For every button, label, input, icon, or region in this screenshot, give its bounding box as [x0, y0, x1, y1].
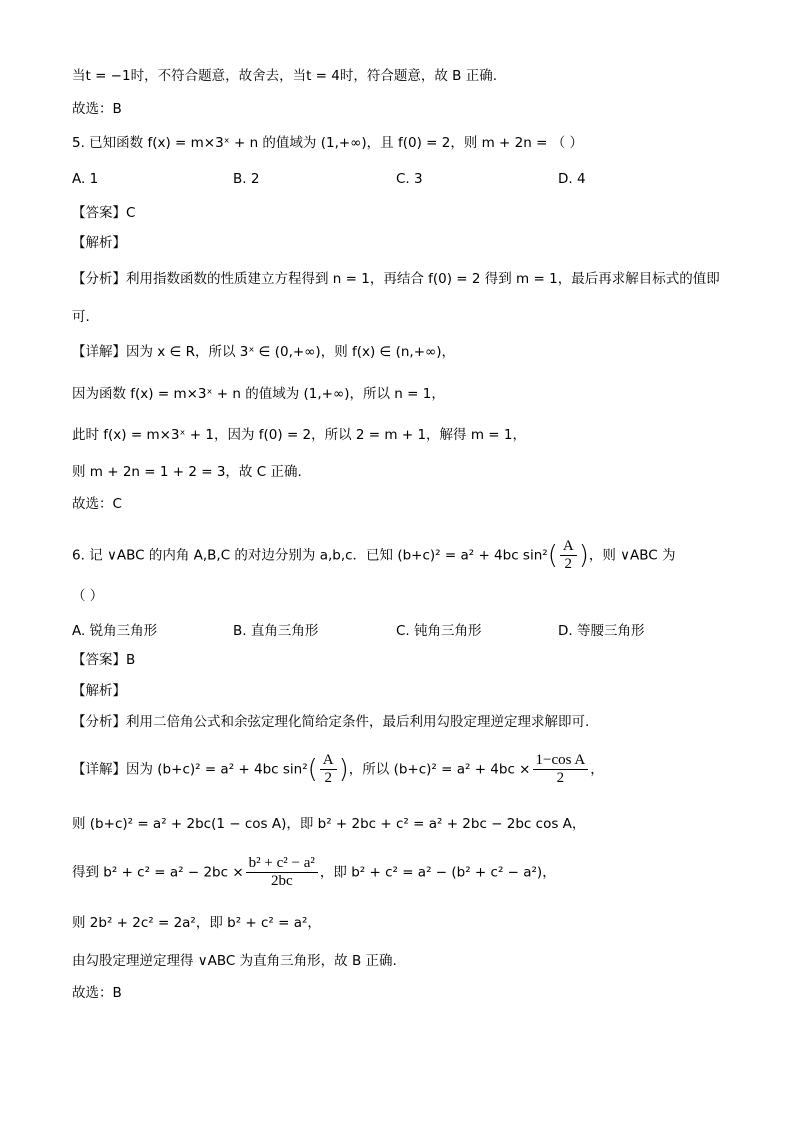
fraction-numerator: 1−cos A — [533, 752, 589, 770]
q6-stem-part: ，则 ∨ABC 为 — [588, 547, 676, 564]
question-5-stem: 5. 已知函数 f(x) = m×3ˣ + n 的值域为 (1,+∞)，且 f(0) = 2，则 m + 2n = （ ） — [72, 135, 583, 151]
q6-analysis: 【分析】利用二倍角公式和余弦定理化简给定条件，最后利用勾股定理逆定理求解即可. — [72, 714, 590, 730]
q5-option-a: A. 1 — [72, 171, 99, 187]
q6-detail-part: ，即 b² + c² = a² − (b² + c² − a²)， — [319, 864, 556, 881]
q6-option-b: B. 直角三角形 — [233, 623, 319, 639]
q5-option-b: B. 2 — [233, 171, 260, 187]
q5-detail-line: 此时 f(x) = m×3ˣ + 1，因为 f(0) = 2，所以 2 = m + 1，解得 m = 1， — [72, 427, 526, 443]
fraction — [320, 752, 337, 787]
fraction — [246, 855, 318, 890]
q6-detail-line: 则 (b+c)² = a² + 2bc(1 − cos A)，即 b² + 2bc + c² = a² + 2bc − 2bc cos A， — [72, 816, 586, 832]
fraction-numerator: b² + c² − a² — [246, 855, 318, 873]
q6-option-d: D. 等腰三角形 — [558, 623, 645, 639]
q6-detail-part: 【详解】因为 (b+c)² = a² + 4bc sin² — [72, 761, 308, 778]
q5-select: 故选：C — [72, 496, 122, 512]
q6-option-a: A. 锐角三角形 — [72, 623, 158, 639]
q5-option-d: D. 4 — [558, 171, 586, 187]
fraction-numerator: A — [560, 538, 577, 556]
q5-detail-line: 【详解】因为 x ∈ R，所以 3ˣ ∈ (0,+∞)，则 f(x) ∈ (n,+∞)， — [72, 344, 456, 360]
question-6-blank: （ ） — [72, 588, 104, 604]
q6-detail-part: ，所以 (b+c)² = a² + 4bc × — [348, 761, 531, 778]
text-line: 故选：B — [72, 101, 122, 117]
q6-answer: 【答案】B — [72, 652, 136, 668]
q6-detail-part: ， — [590, 761, 604, 778]
q5-jiexi-heading: 【解析】 — [72, 235, 126, 251]
q6-detail-part: 得到 b² + c² = a² − 2bc × — [72, 864, 244, 881]
q6-detail-line — [72, 855, 556, 890]
q6-detail-line: 由勾股定理逆定理得 ∨ABC 为直角三角形，故 B 正确. — [72, 953, 397, 969]
q6-jiexi-heading: 【解析】 — [72, 683, 126, 699]
q6-option-c: C. 钝角三角形 — [396, 623, 482, 639]
fraction-denominator: 2bc — [270, 873, 293, 889]
q5-analysis-cont: 可. — [72, 309, 90, 325]
q5-option-c: C. 3 — [396, 171, 423, 187]
q5-detail-line: 则 m + 2n = 1 + 2 = 3，故 C 正确. — [72, 464, 302, 480]
fraction-denominator: 2 — [324, 770, 332, 786]
q6-stem-part: 6. 记 ∨ABC 的内角 A,B,C 的对边分别为 a,b,c．已知 (b+c)² = a² + 4bc sin² — [72, 547, 548, 564]
q5-analysis: 【分析】利用指数函数的性质建立方程得到 n = 1，再结合 f(0) = 2 得到 m = 1，最后再求解目标式的值即 — [72, 271, 720, 287]
fraction-numerator: A — [320, 752, 337, 770]
q5-answer: 【答案】C — [72, 205, 136, 221]
question-6-stem: 6. 记 ∨ABC 的内角 A,B,C 的对边分别为 a,b,c．已知 (b+c)² = a² + 4bc sin²( $\frac{A}{2}$ )，则 ∨ABC 为 — [72, 538, 676, 572]
fraction — [533, 752, 589, 787]
fraction — [560, 538, 577, 573]
q6-detail-line: 则 2b² + 2c² = 2a²，即 b² + c² = a²， — [72, 915, 321, 931]
q6-detail-line: 【详解】因为 (b+c)² = a² + 4bc sin²( $\frac{A}{2}$ )，所以 (b+c)² = a² + 4bc × $\frac{\text{1−cos A}}{2}$ ， — [72, 752, 604, 786]
q6-select: 故选：B — [72, 985, 122, 1001]
text-line: 当t = −1时，不符合题意，故舍去，当t = 4时，符合题意，故 B 正确. — [72, 68, 497, 84]
fraction-denominator: 2 — [564, 556, 573, 572]
fraction-denominator: 2 — [556, 770, 565, 786]
q5-detail-line: 因为函数 f(x) = m×3ˣ + n 的值域为 (1,+∞)，所以 n = 1， — [72, 386, 445, 402]
